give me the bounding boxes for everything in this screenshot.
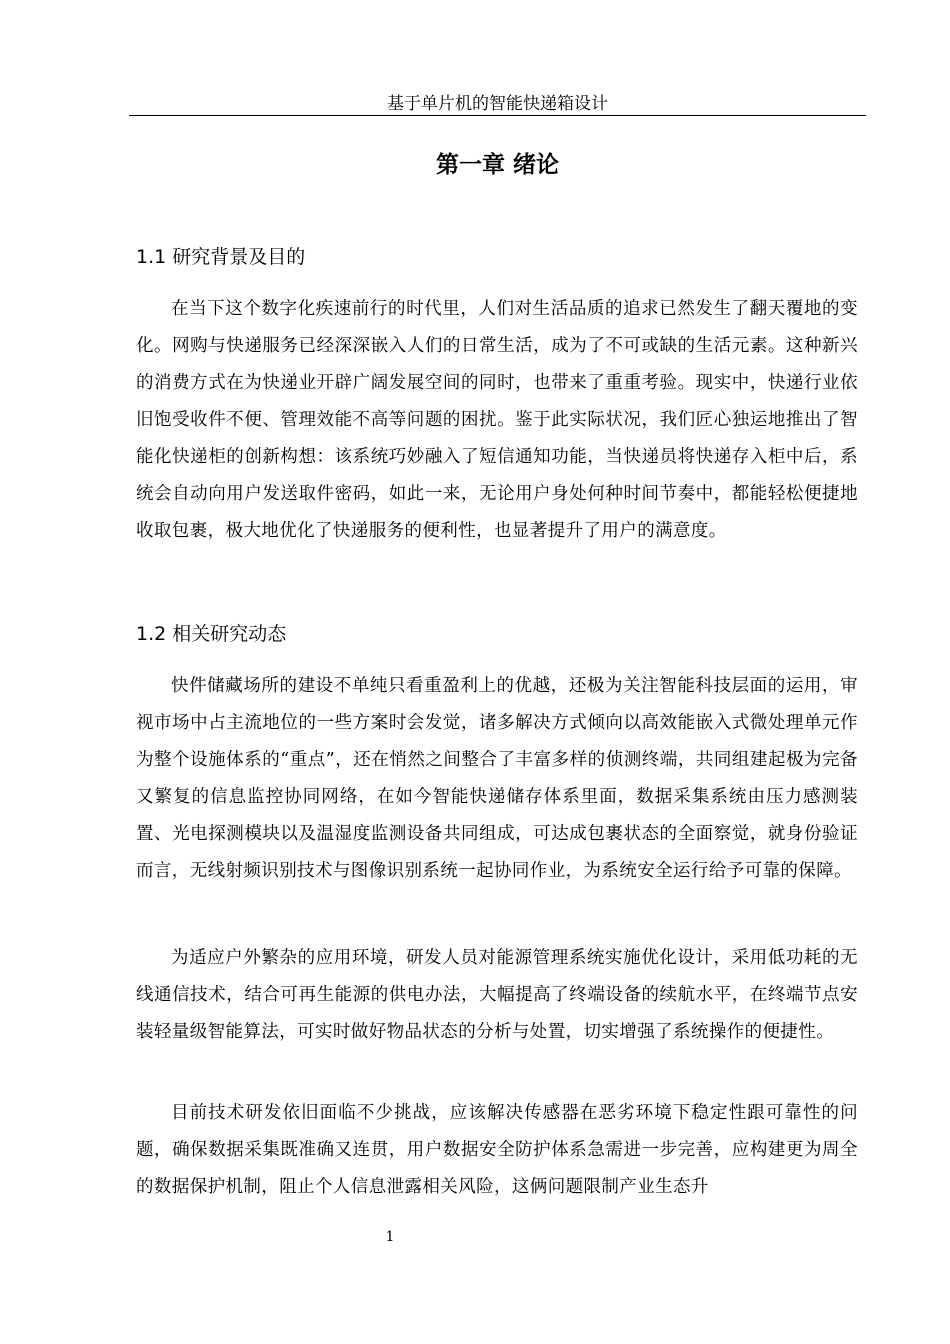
section-heading-1-2: 1.2 相关研究动态: [136, 623, 287, 645]
page-number: 1: [385, 1229, 395, 1245]
paragraph-research-3: 目前技术研发依旧面临不少挑战，应该解决传感器在恶劣环境下稳定性跟可靠性的问题，确保数据采集既准确又连贯，用户数据安全防护体系急需进一步完善，应构建更为周全的数据保护机制，阻止个人信息泄露相关风险，这俩问题限制产业生态升: [136, 1103, 858, 1197]
section-heading-1-1: 1.1 研究背景及目的: [136, 246, 306, 268]
chapter-title: 第一章 绪论: [435, 152, 559, 178]
paragraph-research-1: 快件储藏场所的建设不单纯只看重盈利上的优越，还极为关注智能科技层面的运用，审视市场中占主流地位的一些方案时会发觉，诸多解决方式倾向以高效能嵌入式微处理单元作为整个设施体系的“重点”，还在悄然之间整合了丰富多样的侦测终端，共同组建起极为完备又繁复的信息监控协同网络，在如今智能快递储存体系里面，数据采集系统由压力感测装置、光电探测模块以及温湿度监测设备共同组成，可达成包裹状态的全面察觉，就身份验证而言，无线射频识别技术与图像识别系统一起协同作业，为系统安全运行给予可靠的保障。: [136, 676, 858, 881]
running-header: 基于单片机的智能快递箱设计: [387, 94, 608, 114]
header-rule: [129, 115, 866, 116]
paragraph-research-2: 为适应户外繁杂的应用环境，研发人员对能源管理系统实施优化设计，采用低功耗的无线通信技术，结合可再生能源的供电办法，大幅提高了终端设备的续航水平，在终端节点安装轻量级智能算法，可实时做好物品状态的分析与处置，切实增强了系统操作的便捷性。: [136, 948, 858, 1042]
paragraph-background: 在当下这个数字化疾速前行的时代里，人们对生活品质的追求已然发生了翻天覆地的变化。网购与快递服务已经深深嵌入人们的日常生活，成为了不可或缺的生活元素。这种新兴的消费方式在为快递业开辟广阔发展空间的同时，也带来了重重考验。现实中，快递行业依旧饱受收件不便、管理效能不高等问题的困扰。鉴于此实际状况，我们匠心独运地推出了智能化快递柜的创新构想：该系统巧妙融入了短信通知功能，当快递员将快递存入柜中后，系统会自动向用户发送取件密码，如此一来，无论用户身处何种时间节奏中，都能轻松便捷地收取包裹，极大地优化了快递服务的便利性，也显著提升了用户的满意度。: [136, 299, 858, 541]
